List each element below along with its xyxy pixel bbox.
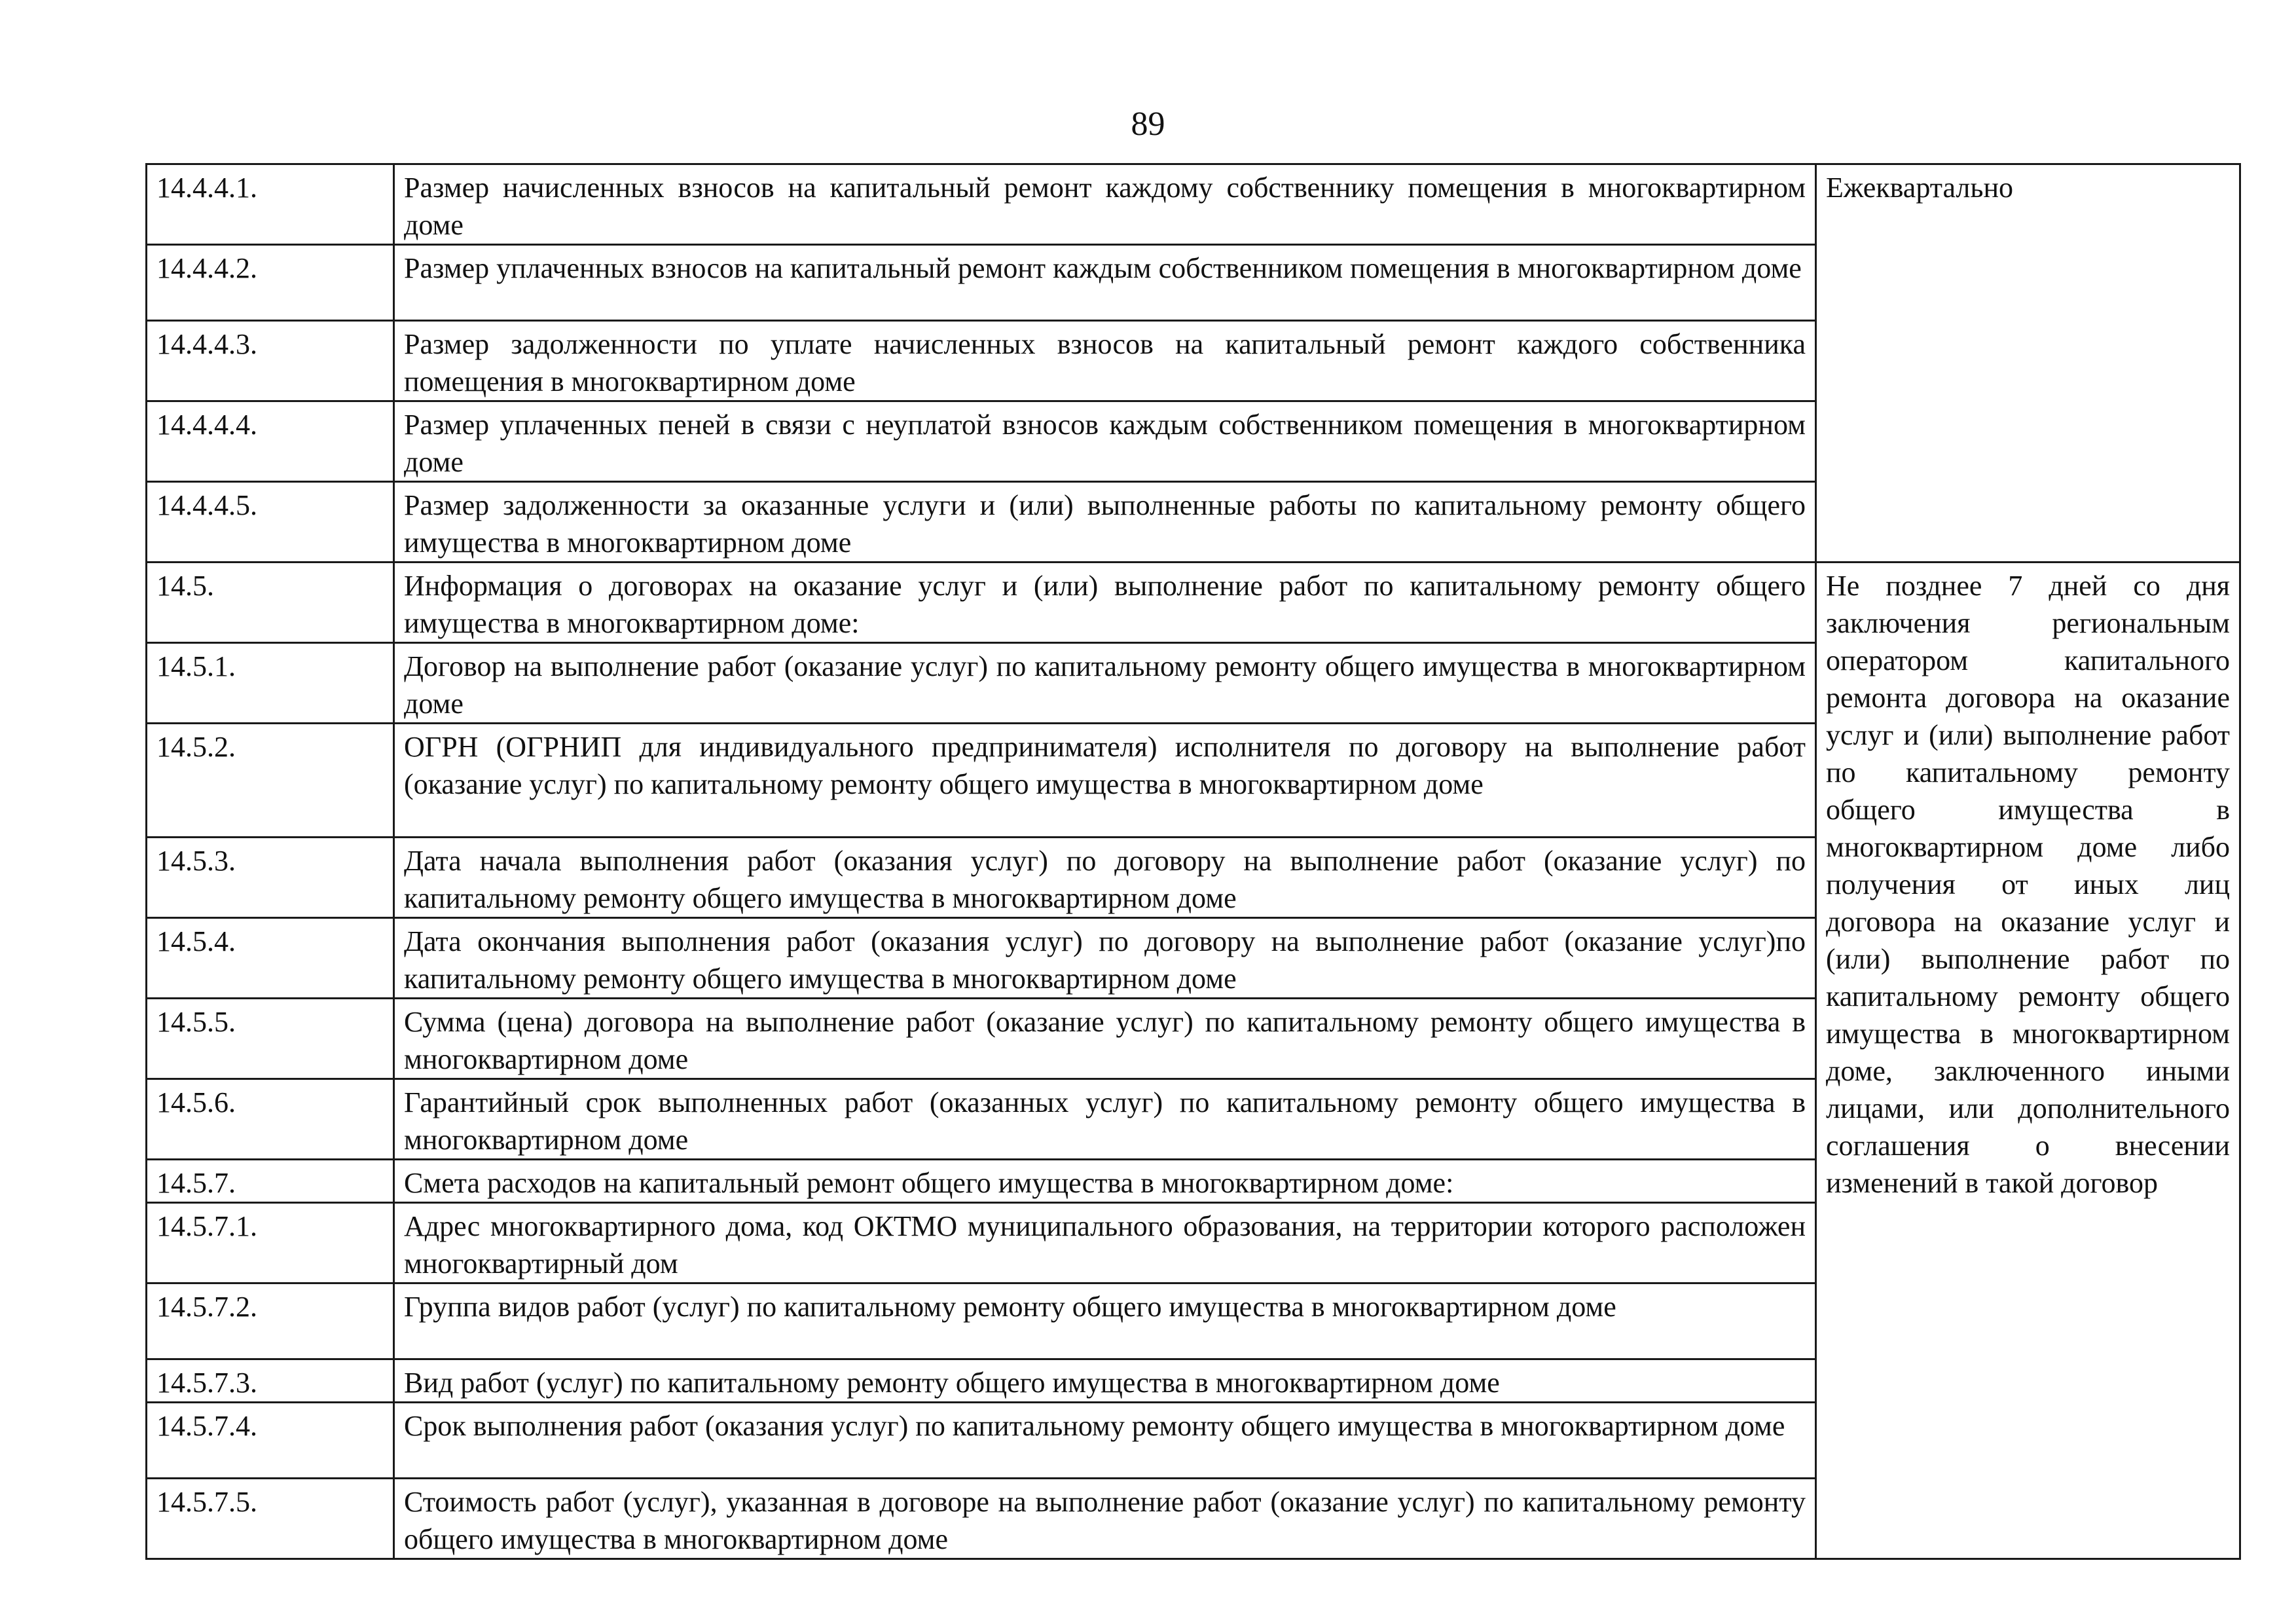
item-description: Размер задолженности по уплате начисленных взносов на капитальный ремонт каждого собственника помещения в многоквартирном доме: [394, 321, 1816, 401]
item-description: ОГРН (ОГРНИП для индивидуального предпринимателя) исполнителя по договору на выполнение работ (оказание услуг) по капитальному ремонту общего имущества в многоквартирном доме: [394, 724, 1816, 838]
item-description: Сумма (цена) договора на выполнение работ (оказание услуг) по капитальному ремонту общего имущества в многоквартирном доме: [394, 999, 1816, 1079]
item-number: 14.4.4.5.: [147, 482, 394, 563]
page-number: 89: [1131, 105, 1165, 143]
item-description: Вид работ (услуг) по капитальному ремонту общего имущества в многоквартирном доме: [394, 1359, 1816, 1403]
item-description: Информация о договорах на оказание услуг и (или) выполнение работ по капитальному ремонту общего имущества в многоквартирном доме:: [394, 563, 1816, 643]
item-number: 14.5.3.: [147, 838, 394, 918]
item-description: Договор на выполнение работ (оказание услуг) по капитальному ремонту общего имущества в многоквартирном доме: [394, 643, 1816, 724]
item-description: Дата окончания выполнения работ (оказания услуг) по договору на выполнение работ (оказание услуг)по капитальному ремонту общего имущества в многоквартирном доме: [394, 918, 1816, 999]
item-number: 14.5.7.2.: [147, 1283, 394, 1359]
item-number: 14.5.7.: [147, 1160, 394, 1203]
item-number: 14.5.7.4.: [147, 1403, 394, 1479]
term-contracts: Не позднее 7 дней со дня заключения региональным оператором капитального ремонта договора на оказание услуг и (или) выполнение работ по капитальному ремонту общего имущества в многоквартирном доме либо получения от иных лиц договора на оказание услуг и (или) выполнение работ по капитальному ремонту общего имущества в многоквартирном доме, заключенного иными лицами, или дополнительного соглашения о внесении изменений в такой договор: [1816, 563, 2240, 1559]
term-quarterly: Ежеквартально: [1816, 164, 2240, 563]
item-number: 14.5.5.: [147, 999, 394, 1079]
item-description: Гарантийный срок выполненных работ (оказанных услуг) по капитальному ремонту общего имущества в многоквартирном доме: [394, 1079, 1816, 1160]
item-number: 14.5.7.5.: [147, 1479, 394, 1559]
item-number: 14.4.4.4.: [147, 401, 394, 482]
item-description: Срок выполнения работ (оказания услуг) по капитальному ремонту общего имущества в многоквартирном доме: [394, 1403, 1816, 1479]
item-number: 14.5.4.: [147, 918, 394, 999]
item-description: Смета расходов на капитальный ремонт общего имущества в многоквартирном доме:: [394, 1160, 1816, 1203]
item-description: Размер начисленных взносов на капитальный ремонт каждому собственнику помещения в многоквартирном доме: [394, 164, 1816, 245]
item-number: 14.4.4.1.: [147, 164, 394, 245]
item-number: 14.5.6.: [147, 1079, 394, 1160]
item-number: 14.5.7.3.: [147, 1359, 394, 1403]
item-description: Стоимость работ (услуг), указанная в договоре на выполнение работ (оказание услуг) по капитальному ремонту общего имущества в многоквартирном доме: [394, 1479, 1816, 1559]
table-row: [147, 563, 2240, 643]
item-description: Размер задолженности за оказанные услуги и (или) выполненные работы по капитальному ремонту общего имущества в многоквартирном доме: [394, 482, 1816, 563]
item-number: 14.5.7.1.: [147, 1203, 394, 1283]
item-number: 14.5.1.: [147, 643, 394, 724]
item-number: 14.5.: [147, 563, 394, 643]
item-description: Адрес многоквартирного дома, код ОКТМО муниципального образования, на территории которого расположен многоквартирный дом: [394, 1203, 1816, 1283]
item-number: 14.4.4.3.: [147, 321, 394, 401]
item-description: Размер уплаченных пеней в связи с неуплатой взносов каждым собственником помещения в многоквартирном доме: [394, 401, 1816, 482]
requirements-table: [145, 163, 2241, 1560]
item-description: Группа видов работ (услуг) по капитальному ремонту общего имущества в многоквартирном доме: [394, 1283, 1816, 1359]
item-description: Размер уплаченных взносов на капитальный ремонт каждым собственником помещения в многоквартирном доме: [394, 245, 1816, 321]
table-row: [147, 164, 2240, 245]
item-number: 14.4.4.2.: [147, 245, 394, 321]
item-description: Дата начала выполнения работ (оказания услуг) по договору на выполнение работ (оказание услуг) по капитальному ремонту общего имущества в многоквартирном доме: [394, 838, 1816, 918]
item-number: 14.5.2.: [147, 724, 394, 838]
